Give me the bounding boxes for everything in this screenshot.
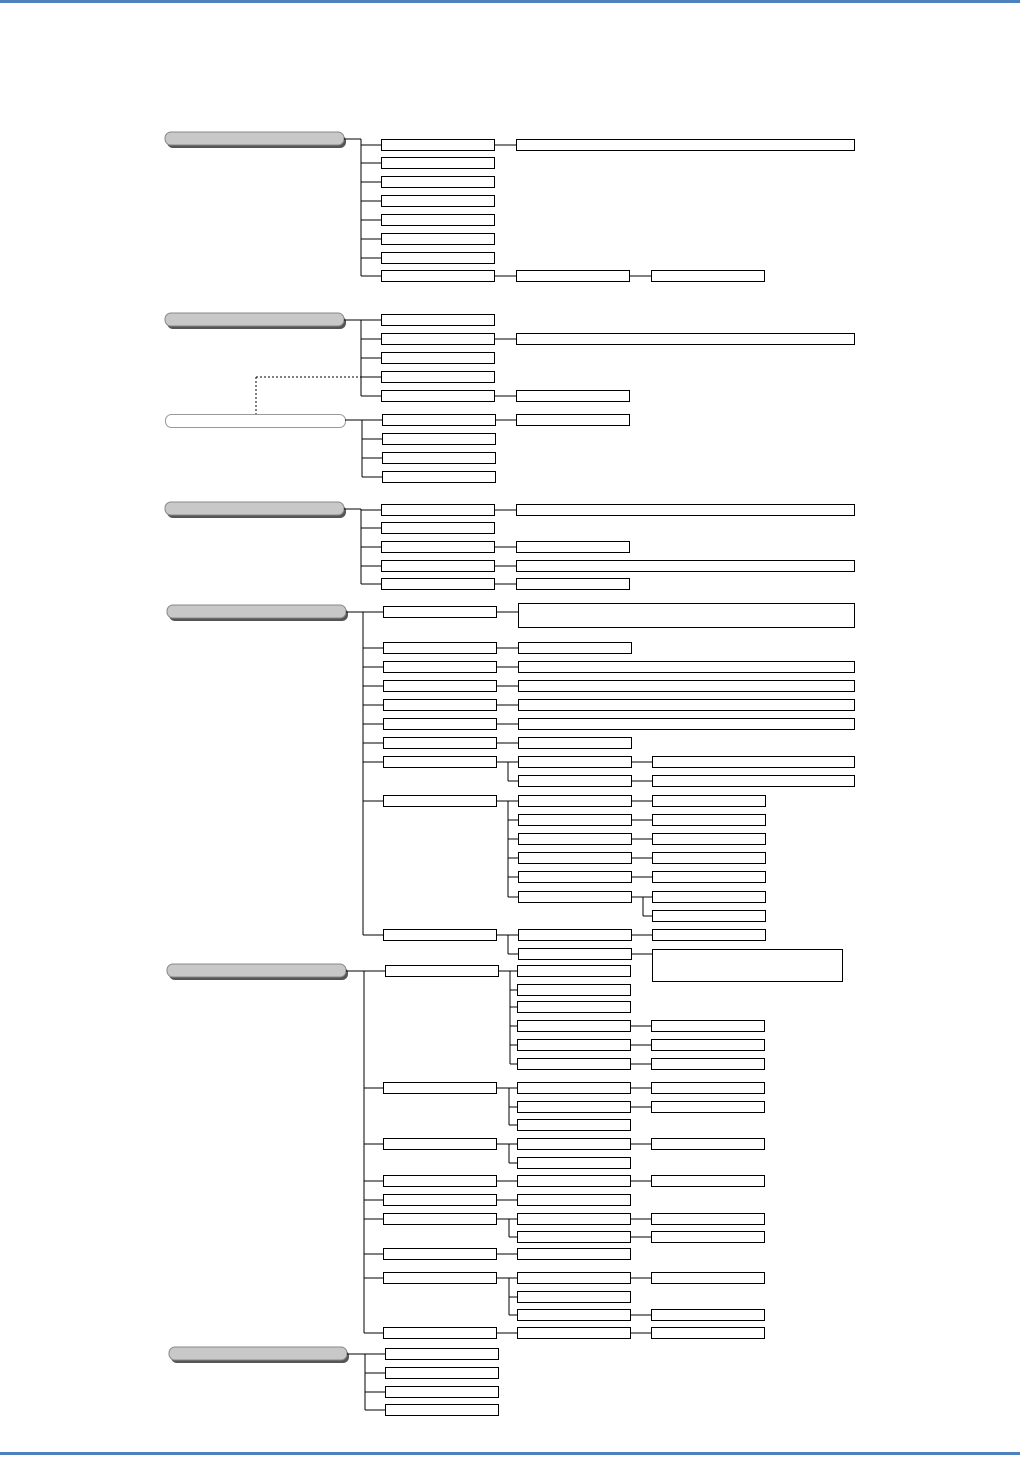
category-node-6 (167, 964, 346, 977)
menu-node (382, 542, 495, 553)
menu-node-wide (519, 681, 855, 692)
menu-node (517, 271, 630, 282)
menu-node (384, 700, 497, 711)
menu-node (382, 315, 495, 326)
menu-node-wide (517, 140, 855, 151)
menu-node-wide (519, 700, 855, 711)
category-node-1 (165, 132, 344, 145)
menu-node (384, 1273, 497, 1284)
menu-node (382, 271, 495, 282)
menu-node (518, 1059, 631, 1070)
menu-node-wide (653, 776, 855, 787)
menu-node (382, 334, 495, 345)
menu-node-wide (519, 662, 855, 673)
menu-node (384, 757, 497, 768)
menu-node (518, 985, 631, 996)
menu-node (519, 892, 632, 903)
menu-node (384, 1176, 497, 1187)
menu-node (517, 579, 630, 590)
menu-node (382, 140, 495, 151)
menu-node (519, 815, 632, 826)
menu-node-wide (519, 604, 855, 628)
menu-node (382, 158, 495, 169)
menu-node (382, 234, 495, 245)
menu-node (653, 872, 766, 883)
menu-node (382, 579, 495, 590)
menu-node (384, 662, 497, 673)
menu-node (382, 523, 495, 534)
menu-node (518, 1232, 631, 1243)
menu-node (518, 1292, 631, 1303)
menu-node-wide (517, 561, 855, 572)
menu-node (382, 215, 495, 226)
menu-node (653, 834, 766, 845)
menu-node (383, 434, 496, 445)
category-node-3 (166, 415, 346, 428)
menu-node (519, 776, 632, 787)
menu-node (652, 1021, 765, 1032)
menu-node (384, 1195, 497, 1206)
menu-node (384, 1249, 497, 1260)
menu-node (518, 1021, 631, 1032)
menu-node (382, 505, 495, 516)
menu-node (382, 353, 495, 364)
menu-node (384, 607, 497, 618)
menu-node (652, 1139, 765, 1150)
menu-node (518, 1083, 631, 1094)
menu-node (383, 453, 496, 464)
menu-node (384, 719, 497, 730)
menu-node (519, 872, 632, 883)
menu-node (384, 796, 497, 807)
menu-node (519, 930, 632, 941)
menu-node (652, 1059, 765, 1070)
menu-node (518, 1002, 631, 1013)
menu-node (653, 892, 766, 903)
menu-node-wide (653, 757, 855, 768)
menu-node-wide (519, 719, 855, 730)
menu-node (384, 1083, 497, 1094)
menu-node (652, 1083, 765, 1094)
menu-node (386, 1368, 499, 1379)
menu-node (519, 757, 632, 768)
menu-node (652, 1214, 765, 1225)
menu-node (518, 1158, 631, 1169)
menu-node (652, 1310, 765, 1321)
menu-node (652, 1102, 765, 1113)
menu-node (653, 796, 766, 807)
menu-node (652, 271, 765, 282)
menu-node (518, 1139, 631, 1150)
menu-node (382, 253, 495, 264)
menu-node (384, 681, 497, 692)
menu-node (653, 930, 766, 941)
menu-node (386, 1387, 499, 1398)
menu-node (386, 1349, 499, 1360)
menu-node (653, 911, 766, 922)
menu-node (382, 372, 495, 383)
menu-node (652, 1328, 765, 1339)
menu-node (518, 1249, 631, 1260)
menu-node (518, 1176, 631, 1187)
menu-node (519, 834, 632, 845)
menu-node (652, 1176, 765, 1187)
menu-node (384, 738, 497, 749)
menu-node (382, 196, 495, 207)
menu-node (652, 1273, 765, 1284)
menu-node (518, 1102, 631, 1113)
menu-node (517, 542, 630, 553)
menu-node (519, 796, 632, 807)
menu-node (384, 1214, 497, 1225)
menu-node (519, 738, 632, 749)
menu-node (519, 853, 632, 864)
menu-node (386, 1405, 499, 1416)
menu-node (518, 1273, 631, 1284)
menu-node (384, 1328, 497, 1339)
menu-node (653, 853, 766, 864)
menu-node (519, 949, 632, 960)
menu-node (652, 1040, 765, 1051)
menu-node (518, 1328, 631, 1339)
menu-node (518, 1040, 631, 1051)
menu-node (517, 391, 630, 402)
menu-node (384, 930, 497, 941)
menu-node (518, 1214, 631, 1225)
category-node-5 (167, 605, 346, 618)
menu-node (652, 1232, 765, 1243)
menu-node (517, 415, 630, 426)
menu-node (382, 177, 495, 188)
menu-node (382, 391, 495, 402)
menu-node (518, 1195, 631, 1206)
menu-node (386, 966, 499, 977)
category-node-4 (165, 502, 344, 515)
menu-node (384, 1139, 497, 1150)
menu-node (383, 415, 496, 426)
menu-node-wide (517, 505, 855, 516)
menu-node (382, 561, 495, 572)
menu-node (518, 966, 631, 977)
menu-node-wide (653, 950, 843, 982)
menu-node-wide (517, 334, 855, 345)
menu-node (384, 643, 497, 654)
menu-node (519, 643, 632, 654)
category-node-2 (165, 313, 344, 326)
menu-node (653, 815, 766, 826)
category-node-7 (169, 1347, 347, 1360)
menu-node (518, 1310, 631, 1321)
menu-node (383, 472, 496, 483)
menu-node (518, 1120, 631, 1131)
